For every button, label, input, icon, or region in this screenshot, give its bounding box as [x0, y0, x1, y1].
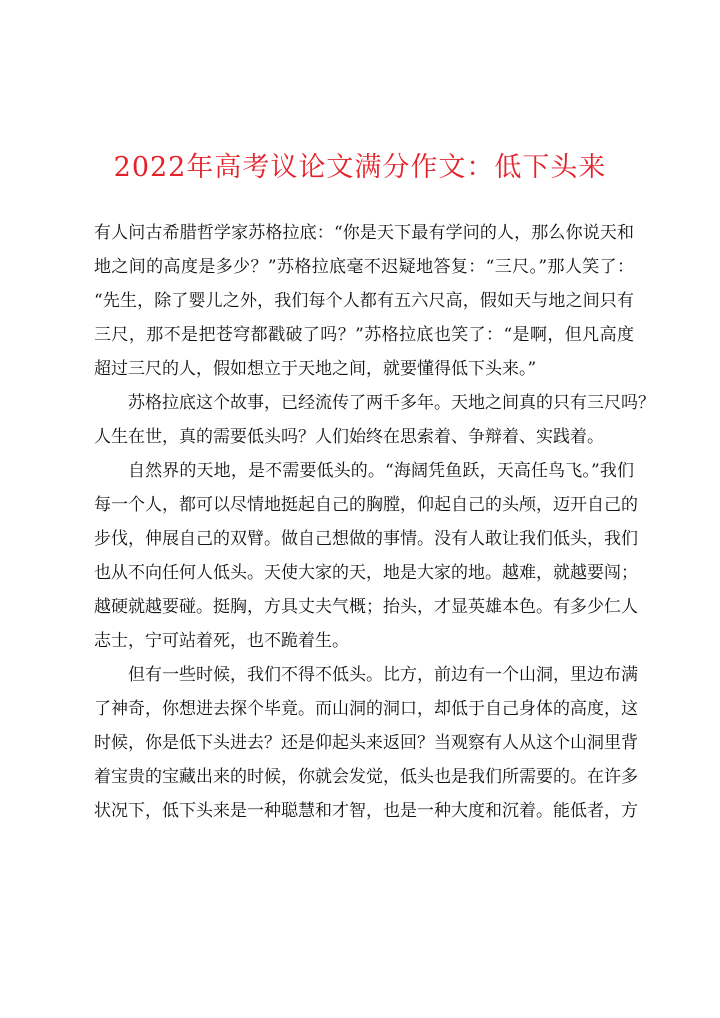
text-line: 志士，宁可站着死，也不跪着生。	[94, 631, 349, 651]
text-line: 有人问古希腊哲学家苏格拉底：“你是天下最有学问的人，那么你说天和	[94, 223, 634, 243]
text-line: 状况下，低下头来是一种聪慧和才智，也是一种大度和沉着。能低者，方	[94, 801, 638, 821]
text-line: 每一个人，都可以尽情地挺起自己的胸膛，仰起自己的头颅，迈开自己的	[94, 495, 638, 515]
text-line: 了神奇，你想进去探个毕竟。而山洞的洞口，却低于自己身体的高度，这	[94, 699, 638, 719]
text-line: 人生在世，真的需要低头吗？人们始终在思索着、争辩着、实践着。	[94, 427, 604, 447]
text-line: “先生，除了婴儿之外，我们每个人都有五六尺高，假如天与地之间只有	[94, 291, 634, 311]
text-line: 步伐，伸展自己的双臂。做自己想做的事情。没有人敢让我们低头，我们	[94, 529, 638, 549]
paragraph-1	[94, 216, 634, 386]
text-line: 地之间的高度是多少？”苏格拉底毫不迟疑地答复：“三尺。”那人笑了：	[94, 257, 634, 277]
paragraph-3	[94, 454, 638, 658]
text-line: 超过三尺的人，假如想立于天地之间，就要懂得低下头来。”	[94, 359, 537, 379]
text-line: 着宝贵的宝藏出来的时候，你就会发觉，低头也是我们所需要的。在许多	[94, 767, 638, 787]
text-line: 也从不向任何人低头。天使大家的天，地是大家的地。越难，就越要闯；	[94, 563, 638, 583]
text-line: 三尺，那不是把苍穹都戳破了吗？”苏格拉底也笑了：“是啊，但凡高度	[94, 325, 634, 345]
text-line: 时候，你是低下头进去？还是仰起头来返回？当观察有人从这个山洞里背	[94, 733, 638, 753]
document-body	[94, 216, 655, 828]
text-line: 但有一些时候，我们不得不低头。比方，前边有一个山洞，里边布满	[128, 665, 638, 685]
text-line: 苏格拉底这个故事，已经流传了两千多年。天地之间真的只有三尺吗？	[128, 393, 655, 413]
text-line: 自然界的天地，是不需要低头的。“海阔凭鱼跃，天高任鸟飞。”我们	[128, 461, 634, 481]
document-title: 2022年高考议论文满分作文：低下头来	[113, 152, 607, 183]
text-line: 越硬就越要碰。挺胸，方具丈夫气概；抬头，才显英雄本色。有多少仁人	[94, 597, 638, 617]
paragraph-4	[94, 658, 638, 828]
paragraph-2	[94, 386, 655, 454]
